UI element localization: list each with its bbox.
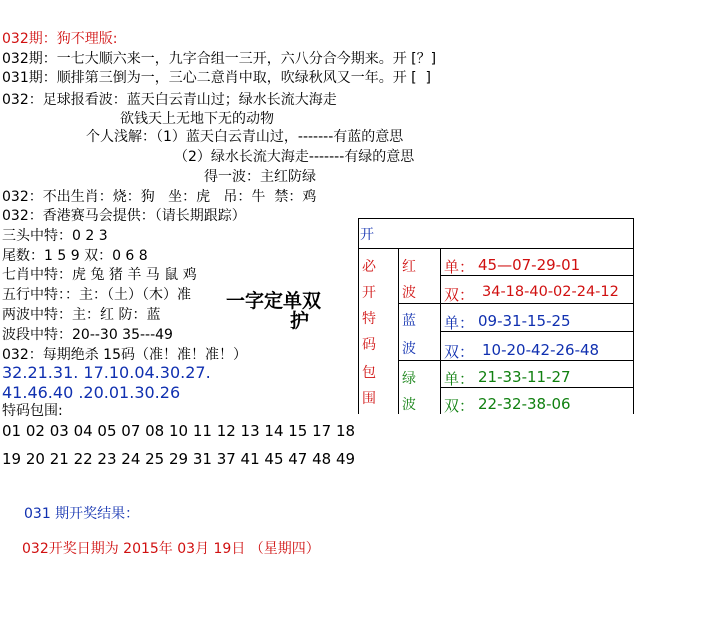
five-elements: 五行中特：：主：（土）（木）准 [2,287,191,303]
special-number-table [358,218,634,414]
side-char: 开 [362,285,376,301]
issue-title: 032期：狗不理版: [2,31,118,47]
red-even-label: 双： [444,286,475,304]
wave-result: 得一波：主红防绿 [204,169,316,185]
green-odd-value: 21-33-11-27 [478,368,571,386]
blue-odd-label: 单： [444,314,475,332]
group-red-name: 波 [402,285,416,301]
group-green-name: 绿 [402,371,416,387]
group-green-name: 波 [402,397,416,413]
red-odd-value: 45—07-29-01 [478,256,581,274]
red-odd-label: 单： [444,258,475,276]
draw-date: 032开奖日期为 2015年 03月 19日 （星期四） [22,541,320,557]
kill-numbers-title: 032：每期绝杀 15码（准！准！准！） [2,347,247,363]
side-char: 码 [362,337,376,353]
kill-numbers-row1: 32.21.31. 17.10.04.30.27. [2,363,211,382]
special-cover-row1: 01 02 03 04 05 07 08 10 11 12 13 14 15 17 18 [2,422,356,440]
special-cover-row2: 19 20 21 22 23 24 25 29 31 37 41 45 47 48 49 [2,450,356,468]
side-char: 围 [362,391,376,407]
excluded-zodiac: 032：不出生肖：烧：狗 坐：虎 吊：牛 禁：鸡 [2,189,317,205]
side-char: 必 [362,259,376,275]
blue-odd-value: 09-31-15-25 [478,312,571,330]
special-cover-title: 特码包围: [2,403,63,419]
riddle-032: 032期：一七大顺六来一，九字合组一三开，六八分合今期来。开 [？] [2,51,437,67]
football-riddle: 032：足球报看波：蓝天白云青山过；绿水长流大海走 [2,92,337,108]
overlay-single-double: 一字定单双 [226,290,322,312]
previous-result: 031 期开奖结果： [24,506,140,522]
blue-even-label: 双： [444,343,475,361]
riddle-031: 031期：顺排第三倒为一，三心二意肖中取，吹绿秋风又一年。开 [ ] [2,70,431,86]
riddle-animal: 欲钱天上无地下无的动物 [120,111,274,127]
tail-numbers: 尾数：1 5 9 双：0 6 8 [2,248,148,264]
side-char: 包 [362,365,376,381]
group-blue-name: 蓝 [402,313,416,329]
green-odd-label: 单： [444,370,475,388]
source-line: 032：香港赛马会提供：（请长期跟踪） [2,208,246,224]
overlay-protect: 护 [290,310,310,332]
seven-zodiac: 七肖中特：虎 兔 猪 羊 马 鼠 鸡 [2,267,197,283]
interpretation-2: （2）绿水长流大海走-------有绿的意思 [174,149,415,165]
kill-numbers-row2: 41.46.40 .20.01.30.26 [2,383,181,402]
table-header: 开 [360,227,374,243]
wave-range: 波段中特：20--30 35---49 [2,327,173,343]
side-char: 特 [362,311,376,327]
red-even-value: 34-18-40-02-24-12 [482,284,619,300]
blue-even-value: 10-20-42-26-48 [482,341,600,359]
group-red-name: 红 [402,259,416,275]
green-even-value: 22-32-38-06 [478,395,571,413]
group-blue-name: 波 [402,341,416,357]
interpretation-1: 个人浅解：（1）蓝天白云青山过，-------有蓝的意思 [86,129,404,145]
green-even-label: 双： [444,397,475,415]
head-numbers: 三头中特：0 2 3 [2,228,108,244]
two-waves: 两波中特：主：红 防：蓝 [2,307,161,323]
